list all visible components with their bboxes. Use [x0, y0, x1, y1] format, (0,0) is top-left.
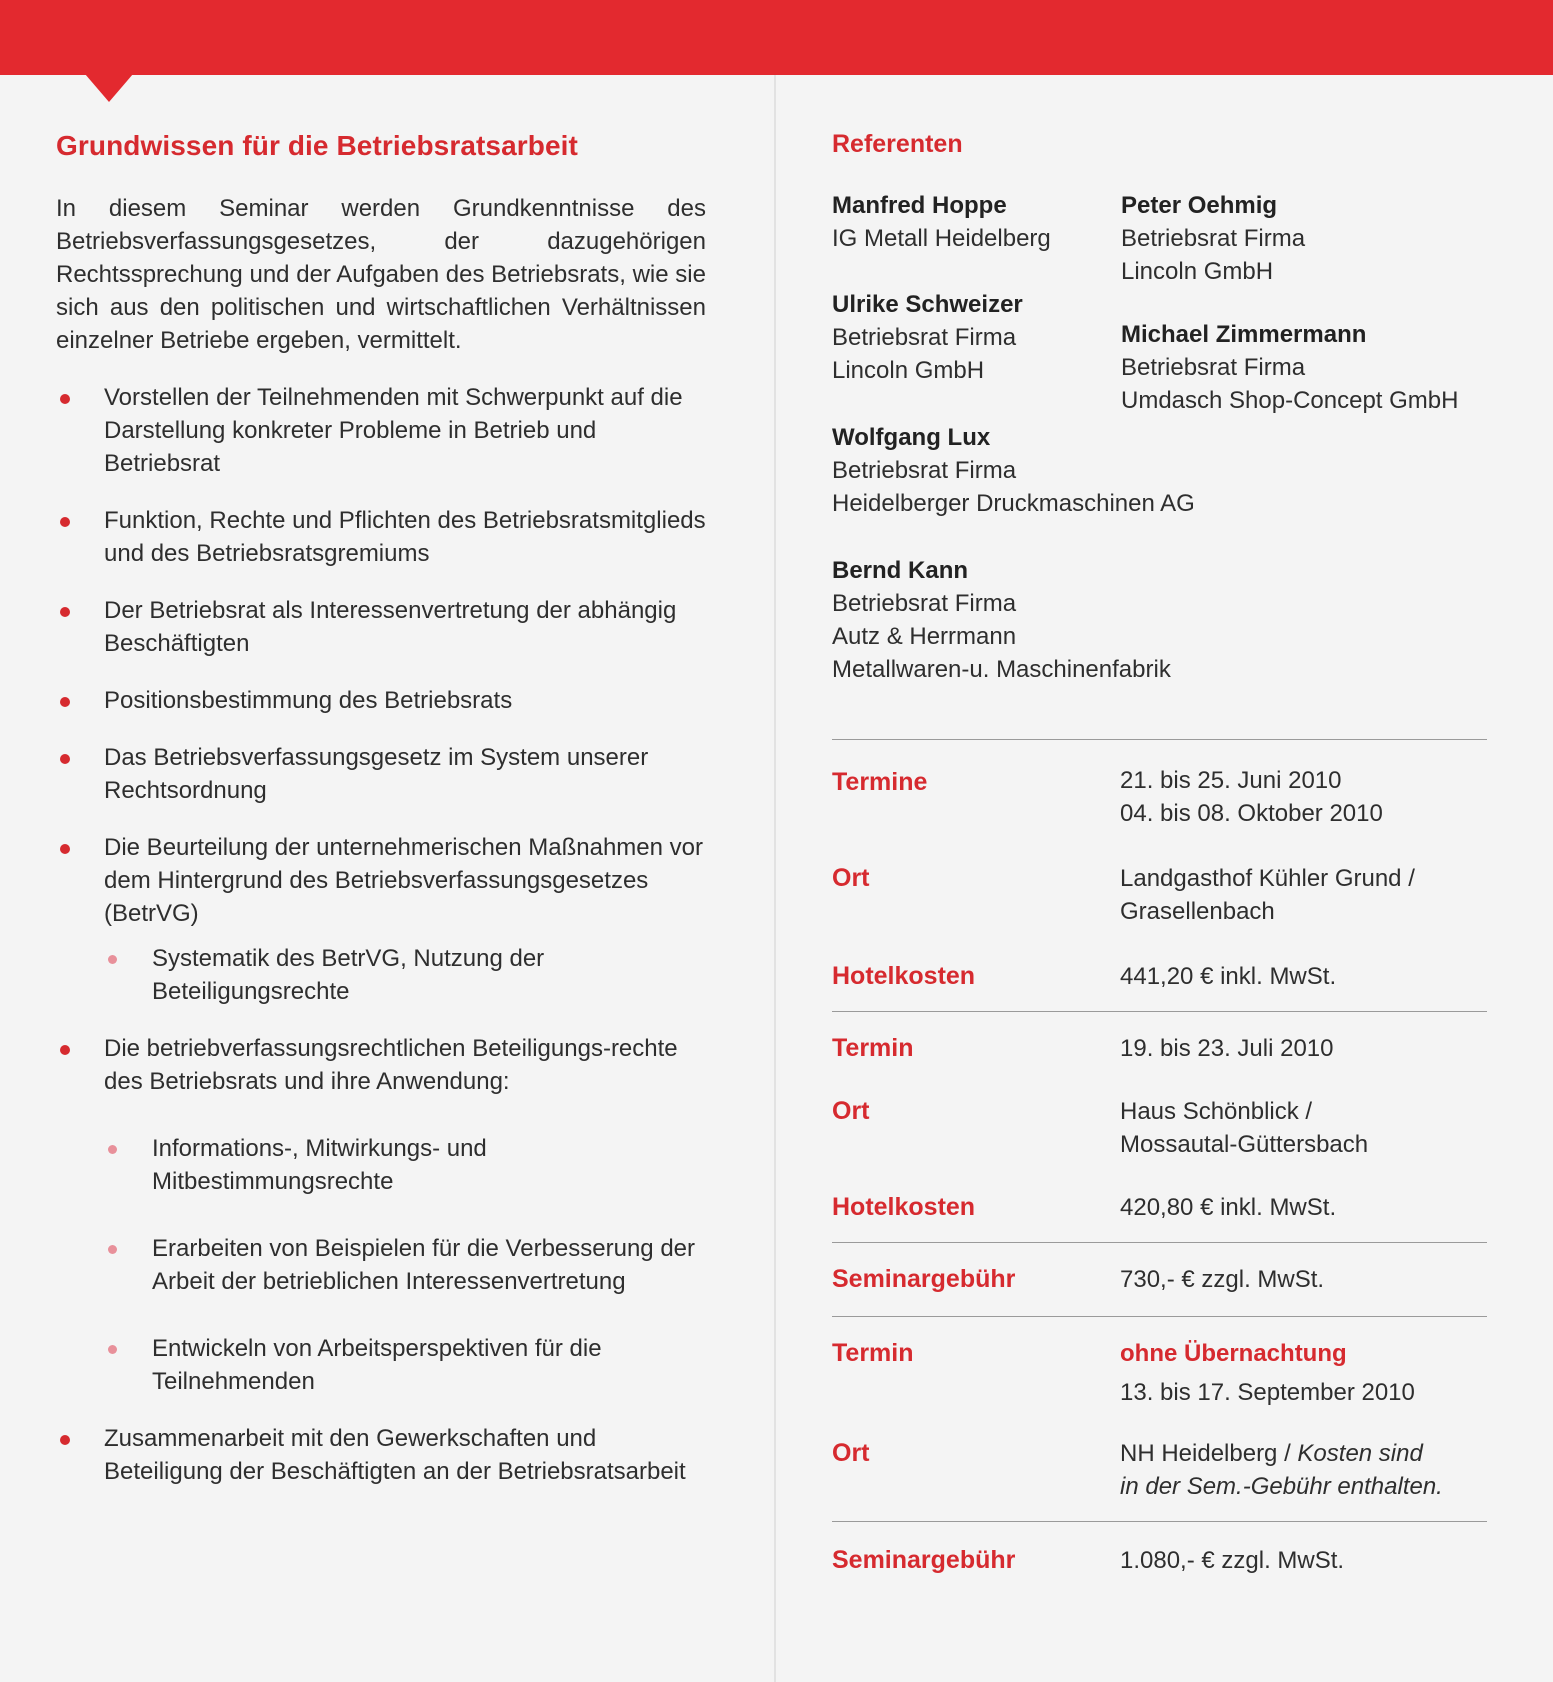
divider: [832, 1316, 1487, 1317]
location-label: Ort: [832, 1439, 870, 1467]
divider: [832, 1242, 1487, 1243]
referees-title: Referenten: [832, 130, 963, 158]
list-item: Das Betriebsverfassungsgesetz im System unserer Rechtsordnung: [56, 741, 706, 807]
date-label: Termin: [832, 1034, 914, 1062]
sub-list-item: Informations-, Mitwirkungs- und Mitbestimmungsrechte: [104, 1132, 706, 1198]
sub-topic-list: [104, 1132, 706, 1398]
referee-kann: [832, 554, 1171, 686]
location-label: Ort: [832, 1097, 870, 1125]
dates-label: Termine: [832, 768, 928, 796]
hotel-label: Hotelkosten: [832, 1193, 976, 1221]
sub-topic-list: [104, 942, 706, 1008]
fee-row-2: [832, 1544, 1487, 1577]
date-row-2: [832, 1032, 1487, 1065]
referee-name: Ulrike Schweizer: [832, 291, 1023, 318]
top-bar-notch: [85, 74, 133, 102]
topic-list: [56, 381, 706, 1488]
referee-detail: Lincoln GmbH: [832, 357, 985, 384]
hotel-value: 420,80 € inkl. MwSt.: [1120, 1194, 1337, 1221]
date-value: 19. bis 23. Juli 2010: [1120, 1035, 1334, 1062]
sub-bullet-dot-icon: [108, 1245, 117, 1254]
hotel-label: Hotelkosten: [832, 962, 976, 990]
referees-grid: [832, 189, 1487, 739]
bullet-dot-icon: [60, 394, 70, 404]
list-item: Der Betriebsrat als Interessenvertretung der abhängig Beschäftigten: [56, 594, 706, 660]
list-item: Die betriebverfassungsrechtlichen Beteiligungs-rechte des Betriebsrats und ihre Anwendung: Informations-, Mitwirkungs- und Mitbestimmungsrechte Erarbeiten von Beispielen für die Verbesserung der Arbeit der betrieblichen Interessenvertretung Entwickeln von Arbeitsperspektiven für die Teilnehmenden: [56, 1032, 706, 1398]
referee-detail: Betriebsrat Firma: [832, 457, 1017, 484]
seminar-heading: Grundwissen für die Betriebsratsarbeit: [56, 130, 578, 161]
referee-detail: Umdasch Shop-Concept GmbH: [1121, 387, 1459, 414]
hotel-value: 441,20 € inkl. MwSt.: [1120, 963, 1337, 990]
divider: [832, 739, 1487, 740]
dates-row-1: [832, 764, 1487, 830]
list-item: Vorstellen der Teilnehmenden mit Schwerpunkt auf die Darstellung konkreter Probleme in Betrieb und Betriebsrat: [56, 381, 706, 480]
location-value: NH Heidelberg / Kosten sind in der Sem.-Gebühr enthalten.: [1120, 1440, 1443, 1500]
referee-hoppe: [832, 189, 1051, 255]
date-value: ohne Übernachtung 13. bis 17. September 2010: [1120, 1337, 1487, 1409]
referee-name: Bernd Kann: [832, 557, 969, 584]
fee-value: 730,- € zzgl. MwSt.: [1120, 1266, 1325, 1293]
divider: [832, 1521, 1487, 1522]
no-overnight-note: ohne Übernachtung: [1120, 1340, 1347, 1367]
bullet-dot-icon: [60, 697, 70, 707]
fee-value: 1.080,- € zzgl. MwSt.: [1120, 1547, 1345, 1574]
bullet-dot-icon: [60, 1435, 70, 1445]
right-panel: [832, 130, 1487, 1577]
referee-schweizer: [832, 288, 1023, 387]
referee-detail: Autz & Herrmann: [832, 623, 1017, 650]
page-fold: [774, 75, 776, 1682]
referee-detail: Betriebsrat Firma: [832, 324, 1017, 351]
bullet-dot-icon: [60, 754, 70, 764]
left-panel: [56, 130, 706, 1488]
referee-detail: Betriebsrat Firma: [1121, 354, 1306, 381]
referee-name: Peter Oehmig: [1121, 192, 1278, 219]
referee-detail: Betriebsrat Firma: [832, 590, 1017, 617]
sub-list-item: Entwickeln von Arbeitsperspektiven für die Teilnehmenden: [104, 1332, 706, 1398]
location-label: Ort: [832, 864, 870, 892]
divider: [832, 1011, 1487, 1012]
location-value: Haus Schönblick / Mossautal-Güttersbach: [1120, 1098, 1369, 1158]
location-row-1: [832, 862, 1487, 928]
sub-list-item: Erarbeiten von Beispielen für die Verbesserung der Arbeit der betrieblichen Interessenvertretung: [104, 1232, 706, 1298]
list-item: Positionsbestimmung des Betriebsrats: [56, 684, 706, 717]
sub-bullet-dot-icon: [108, 1345, 117, 1354]
referee-name: Michael Zimmermann: [1121, 321, 1367, 348]
hotel-row-2: [832, 1191, 1487, 1224]
fee-label: Seminargebühr: [832, 1546, 1016, 1574]
fee-label: Seminargebühr: [832, 1265, 1016, 1293]
location-row-3: [832, 1437, 1487, 1503]
list-item: Die Beurteilung der unternehmerischen Maßnahmen vor dem Hintergrund des Betriebsverfassungsgesetzes (BetrVG) Systematik des BetrVG, Nutzung der Beteiligungsrechte: [56, 831, 706, 1008]
sub-bullet-dot-icon: [108, 1145, 117, 1154]
list-item: Funktion, Rechte und Pflichten des Betriebsratsmitglieds und des Betriebsratsgremiums: [56, 504, 706, 570]
referee-detail: IG Metall Heidelberg: [832, 225, 1051, 252]
referee-detail: Lincoln GmbH: [1121, 258, 1274, 285]
fee-row-1: [832, 1263, 1487, 1296]
sub-list-item: Systematik des BetrVG, Nutzung der Beteiligungsrechte: [104, 942, 706, 1008]
referee-name: Wolfgang Lux: [832, 424, 991, 451]
bullet-dot-icon: [60, 517, 70, 527]
referee-detail: Heidelberger Druckmaschinen AG: [832, 490, 1195, 517]
referee-name: Manfred Hoppe: [832, 192, 1007, 219]
sub-bullet-dot-icon: [108, 955, 117, 964]
list-item: Zusammenarbeit mit den Gewerkschaften und Beteiligung der Beschäftigten an der Betriebsratsarbeit: [56, 1422, 706, 1488]
referee-oehmig: [1121, 189, 1305, 288]
location-value: Landgasthof Kühler Grund / Grasellenbach: [1120, 865, 1415, 925]
location-row-2: [832, 1095, 1487, 1161]
dates-value: 21. bis 25. Juni 2010 04. bis 08. Oktober 2010: [1120, 767, 1383, 827]
date-row-3: [832, 1337, 1487, 1409]
top-color-bar: [0, 0, 1553, 75]
referee-zimmermann: [1121, 318, 1458, 417]
referee-lux: [832, 421, 1195, 520]
bullet-dot-icon: [60, 844, 70, 854]
hotel-row-1: [832, 960, 1487, 993]
intro-paragraph: In diesem Seminar werden Grundkenntnisse des Betriebsverfassungsgesetzes, der dazugehörigen Rechtssprechung und der Aufgaben des Betriebsrats, wie sie sich aus den politischen und wirtschaftlichen Verhältnissen einzelner Betriebe ergeben, vermittelt.: [56, 195, 706, 354]
date-label: Termin: [832, 1339, 914, 1367]
bullet-dot-icon: [60, 1045, 70, 1055]
referee-detail: Metallwaren-u. Maschinenfabrik: [832, 656, 1171, 683]
bullet-dot-icon: [60, 607, 70, 617]
referee-detail: Betriebsrat Firma: [1121, 225, 1306, 252]
